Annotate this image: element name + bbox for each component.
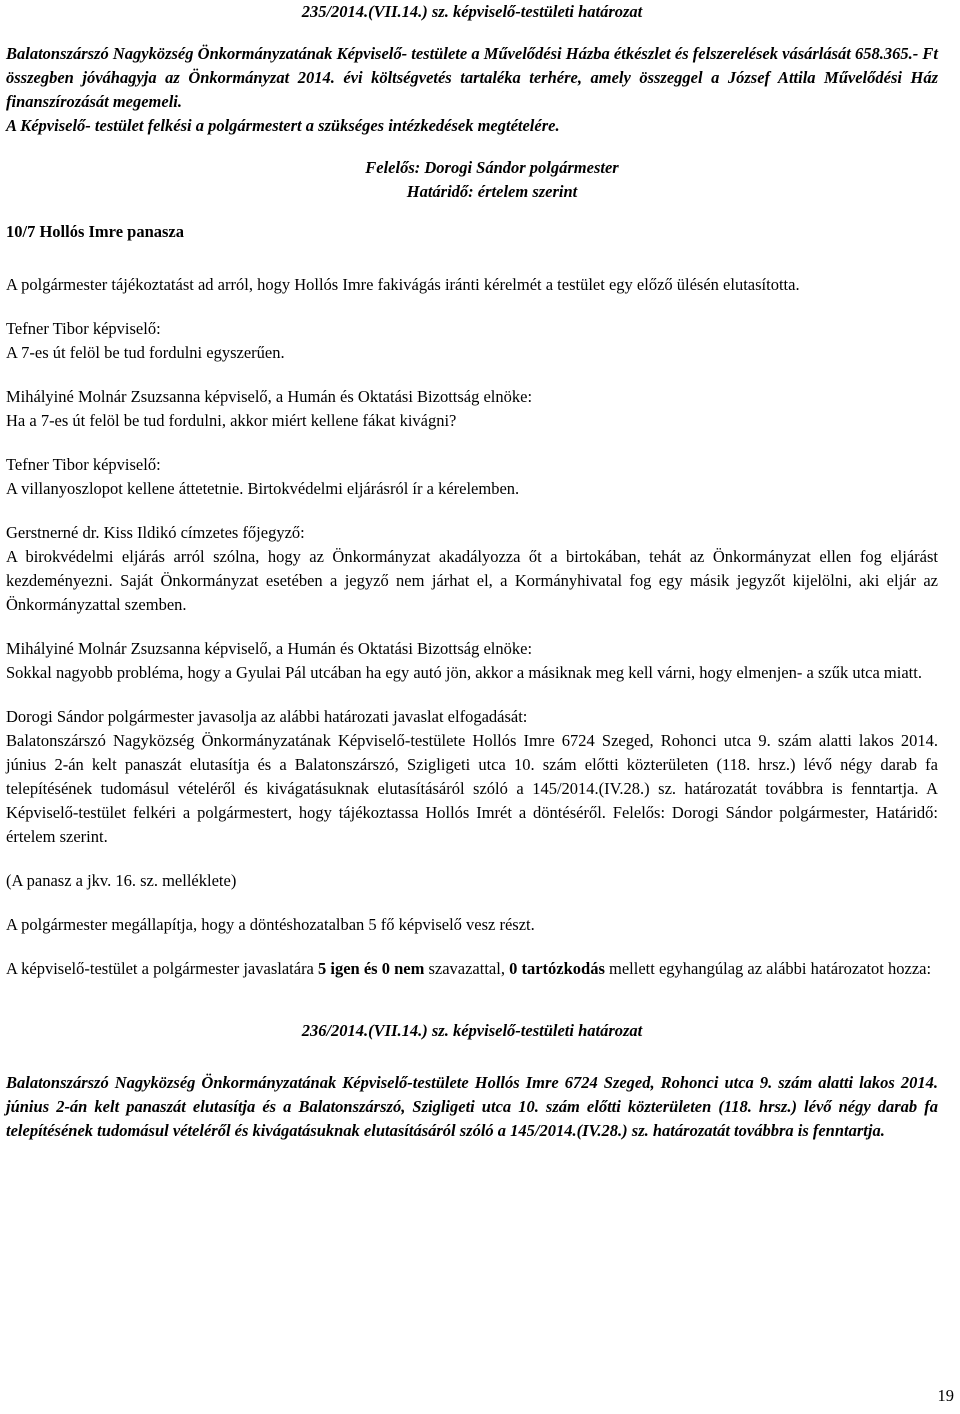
resolution-236-body: Balatonszárszó Nagyközség Önkormányzatának Képviselő-testülete Hollós Imre 6724 Szeged, Rohonci utca 9. szám alatti lakos 2014. június 2-án kelt panaszát elutasítja és a Balatonszárszó, Szigligeti utca 10. szám előtti közterületen (118. hrsz.) lévő négy darab fa telepítésének tudomásul vételéről és kivágatásuknak elutasításáról szóló a 145/2014.(IV.28.) sz. határozatát továbbra is fenntartja. (6, 1073, 938, 1140)
section-title: 10/7 Hollós Imre panasza (6, 222, 184, 241)
statement-mihalyine-2: Sokkal nagyobb probléma, hogy a Gyulai Pál utcában ha egy autó jön, akkor a másiknak meg kell várni, hogy elmenjen- a szűk utca miatt. (6, 663, 922, 682)
resolution-236-title: 236/2014.(VII.14.) sz. képviselő-testületi határozat (301, 1021, 643, 1040)
speaker-jegyzo: Gerstnerné dr. Kiss Ildikó címzetes főjegyző: (6, 523, 305, 542)
speaker-mihalyine-1: Mihályiné Molnár Zsuzsanna képviselő, a Humán és Oktatási Bizottság elnöke: (6, 387, 533, 406)
proposal-text: Balatonszárszó Nagyközség Önkormányzatának Képviselő-testülete Hollós Imre 6724 Szeged, Rohonci utca 9. szám alatti lakos 2014. június 2-án kelt panaszát elutasítja és a Balatonszárszó, Szigligeti utca 10. szám előtti közterületen (118. hrsz.) lévő négy darab fa telepítésének tudomásul vételéről és kivágatásuknak elutasításáról szóló a 145/2014.(IV.28.) sz. határozatát továbbra is fenntartja. A Képviselő-testület felkéri a polgármestert, hogy tájékoztassa Hollós Imrét a döntéséről. Felelős: Dorogi Sándor polgármester, Határidő: értelem szerint. (6, 731, 938, 846)
document-page (6, 0, 938, 1143)
resolution-235-deadline: Határidő: értelem szerint (406, 182, 578, 201)
speaker-mihalyine-2: Mihályiné Molnár Zsuzsanna képviselő, a Humán és Oktatási Bizottság elnöke: (6, 639, 533, 658)
speaker-dorogi: Dorogi Sándor polgármester javasolja az alábbi határozati javaslat elfogadását: (6, 707, 528, 726)
statement-jegyzo: A birokvédelmi eljárás arról szólna, hogy az Önkormányzat akadályozza őt a birtokában, tehát az Önkormányzat ellen fog eljárást kezdeményezni. Saját Önkormányzat esetében a jegyző nem járhat el, a Kormányhivatal fog egy másik jegyzőt kijelölni, aki eljár az Önkormányzattal szemben. (6, 547, 938, 614)
statement-tefner-1: A 7-es út felöl be tud fordulni egyszerűen. (6, 343, 285, 362)
resolution-235-body-2: A Képviselő- testület felkési a polgármestert a szükséges intézkedések megtételére. (6, 116, 560, 135)
resolution-235-responsible: Felelős: Dorogi Sándor polgármester (365, 158, 619, 177)
vote-pre: A képviselő-testület a polgármester javaslatára (6, 959, 319, 978)
speaker-tefner-2: Tefner Tibor képviselő: (6, 455, 161, 474)
vote-yes-no: 5 igen és 0 nem (318, 959, 425, 978)
paragraph-intro: A polgármester tájékoztatást ad arról, hogy Hollós Imre fakivágás iránti kérelmét a testület egy előző ülésén elutasította. (6, 275, 800, 294)
vote-mid: szavazattal, (424, 959, 510, 978)
resolution-235-body: Balatonszárszó Nagyközség Önkormányzatának Képviselő- testülete a Művelődési Házba étkészlet és felszerelések vásárlását 658.365.- Ft összegben jóváhagyja az Önkormányzat 2014. évi költségvetés tartaléka terhére, amely összeggel a József Attila Művelődési Ház finanszírozását megemeli. (6, 44, 938, 111)
resolution-235-title: 235/2014.(VII.14.) sz. képviselő-testületi határozat (301, 2, 643, 21)
statement-mihalyine-1: Ha a 7-es út felöl be tud fordulni, akkor miért kellene fákat kivágni? (6, 411, 457, 430)
vote-abstain: 0 tartózkodás (509, 959, 605, 978)
annex-note: (A panasz a jkv. 16. sz. melléklete) (6, 871, 237, 890)
speaker-tefner-1: Tefner Tibor képviselő: (6, 319, 161, 338)
vote-post: mellett egyhangúlag az alábbi határozatot hozza: (604, 959, 932, 978)
vote-statement (6, 957, 938, 981)
page-number: 19 (937, 1386, 954, 1405)
statement-tefner-2: A villanyoszlopot kellene áttetetnie. Birtokvédelmi eljárásról ír a kérelemben. (6, 479, 520, 498)
quorum-statement: A polgármester megállapítja, hogy a döntéshozatalban 5 fő képviselő vesz részt. (6, 915, 535, 934)
